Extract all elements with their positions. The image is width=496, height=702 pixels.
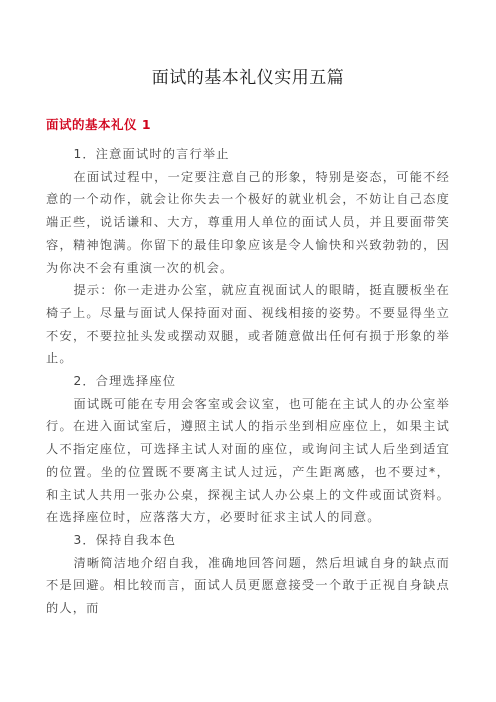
body-paragraph: 面试既可能在专用会客室或会议室，也可能在主试人的办公室举行。在进入面试室后，遵照主试人的指示坐到相应座位上，如果主试人不指定座位，可选择主试人对面的座位，或询问主试人后坐到适宜的位置。坐的位置既不要离主试人过远，产生距离感，也不要过*，和主试人共用一张办公桌，探视主试人办公桌上的文件或面试资料。在选择座位时，应落落大方，必要时征求主试人的同意。	[46, 396, 450, 525]
body-paragraph: 在面试过程中，一定要注意自己的形象，特别是姿态，可能不经意的一个动作，就会让你失去一个极好的就业机会，不妨让自己态度端正些，说话谦和、大方，尊重用人单位的面试人员，并且要面带笑容，精神饱满。你留下的最佳印象应该是令人愉快和兴致勃勃的，因为你决不会有重演一次的机会。	[46, 169, 450, 275]
document-title: 面试的基本礼仪实用五篇	[151, 68, 345, 88]
body-paragraph: 提示：你一走进办公室，就应直视面试人的眼睛，挺直腰板坐在椅子上。尽量与面试人保持面对面、视线相接的姿势。不要显得坐立不安，不要拉扯头发或摆动双腿，或者随意做出任何有损于形象的举止。	[46, 283, 450, 366]
body-paragraph: 清晰简洁地介绍自我，准确地回答问题，然后坦诚自身的缺点而不是回避。相比较而言，面试人员更愿意接受一个敢于正视自身缺点的人，而	[46, 555, 450, 616]
list-item-heading: 3．保持自我本色	[73, 532, 177, 547]
list-item-heading: 1．注意面试时的言行举止	[73, 147, 230, 161]
list-item-heading: 2．合理选择座位	[73, 374, 177, 389]
section-heading: 面试的基本礼仪 1	[46, 117, 152, 132]
document-body	[46, 143, 450, 620]
